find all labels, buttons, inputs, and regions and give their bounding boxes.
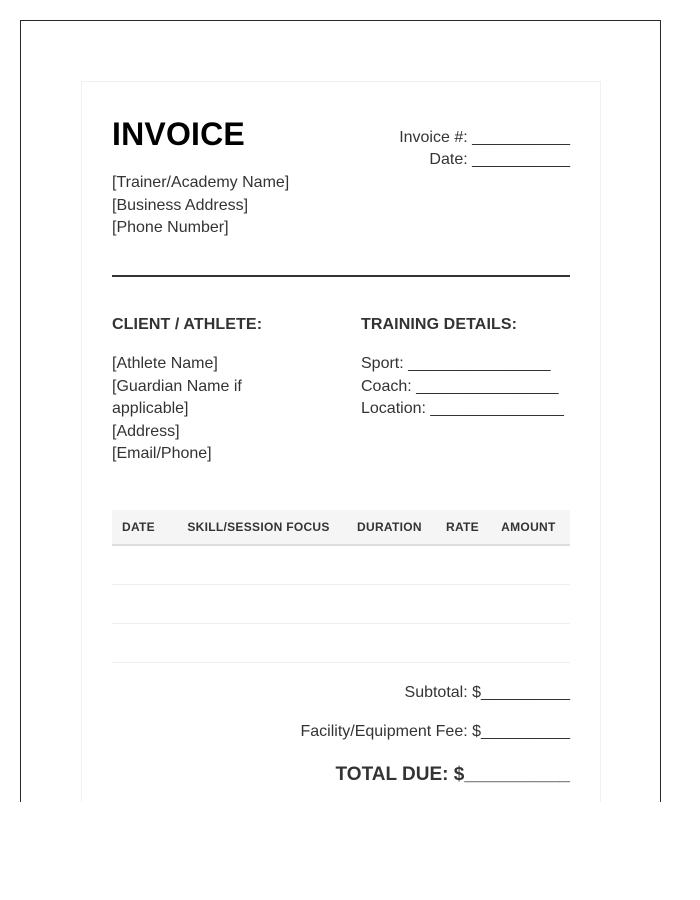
guardian-name: [Guardian Name if applicable] — [112, 377, 242, 417]
client-contact: [Email/Phone] — [112, 445, 212, 462]
cell-duration — [357, 585, 446, 624]
business-info — [112, 172, 289, 240]
table-row — [112, 585, 570, 624]
invoice-meta — [399, 127, 570, 171]
cell-duration — [357, 545, 446, 585]
column-header-rate: RATE — [446, 510, 501, 545]
table-row — [112, 545, 570, 585]
cell-amount — [501, 585, 570, 624]
cell-amount — [501, 624, 570, 663]
invoice-content — [112, 108, 570, 785]
column-header-focus: SKILL/SESSION FOCUS — [187, 510, 357, 545]
cell-amount — [501, 545, 570, 585]
header-divider — [112, 275, 570, 277]
invoice-header — [112, 108, 570, 278]
location-field: Location: _______________ — [361, 400, 564, 417]
cell-focus — [187, 545, 357, 585]
business-address: [Business Address] — [112, 196, 249, 214]
line-items-table — [112, 510, 570, 663]
training-section — [361, 316, 570, 421]
client-address: [Address] — [112, 422, 180, 440]
cell-rate — [446, 624, 501, 663]
column-header-date: DATE — [112, 510, 187, 545]
training-details — [361, 353, 570, 421]
facility-fee-line: Facility/Equipment Fee: $__________ — [300, 723, 570, 740]
invoice-title: INVOICE — [112, 116, 245, 152]
invoice-number-field: Invoice #: ___________ — [399, 129, 570, 146]
column-header-duration: DURATION — [357, 510, 446, 545]
cell-rate — [446, 545, 501, 585]
business-name: [Trainer/Academy Name] — [112, 174, 290, 191]
client-details — [112, 353, 262, 466]
total-due-line: TOTAL DUE: $__________ — [335, 764, 570, 785]
cell-date — [112, 545, 187, 585]
invoice-date-field: Date: ___________ — [429, 151, 570, 168]
subtotal-line: Subtotal: $__________ — [404, 684, 570, 701]
coach-field: Coach: ________________ — [361, 377, 559, 395]
cell-date — [112, 585, 187, 624]
client-section — [112, 316, 312, 466]
table-row — [112, 624, 570, 663]
client-heading: CLIENT / ATHLETE: — [112, 316, 263, 333]
column-header-amount: AMOUNT — [501, 510, 570, 545]
cell-focus — [187, 585, 357, 624]
details-section — [112, 316, 570, 466]
sport-field: Sport: ________________ — [361, 355, 551, 372]
athlete-name: [Athlete Name] — [112, 355, 218, 372]
cell-focus — [187, 624, 357, 663]
cell-date — [112, 624, 187, 663]
table-header-row — [112, 510, 570, 545]
cell-duration — [357, 624, 446, 663]
cell-rate — [446, 585, 501, 624]
training-heading: TRAINING DETAILS: — [361, 316, 518, 333]
business-phone: [Phone Number] — [112, 219, 229, 236]
